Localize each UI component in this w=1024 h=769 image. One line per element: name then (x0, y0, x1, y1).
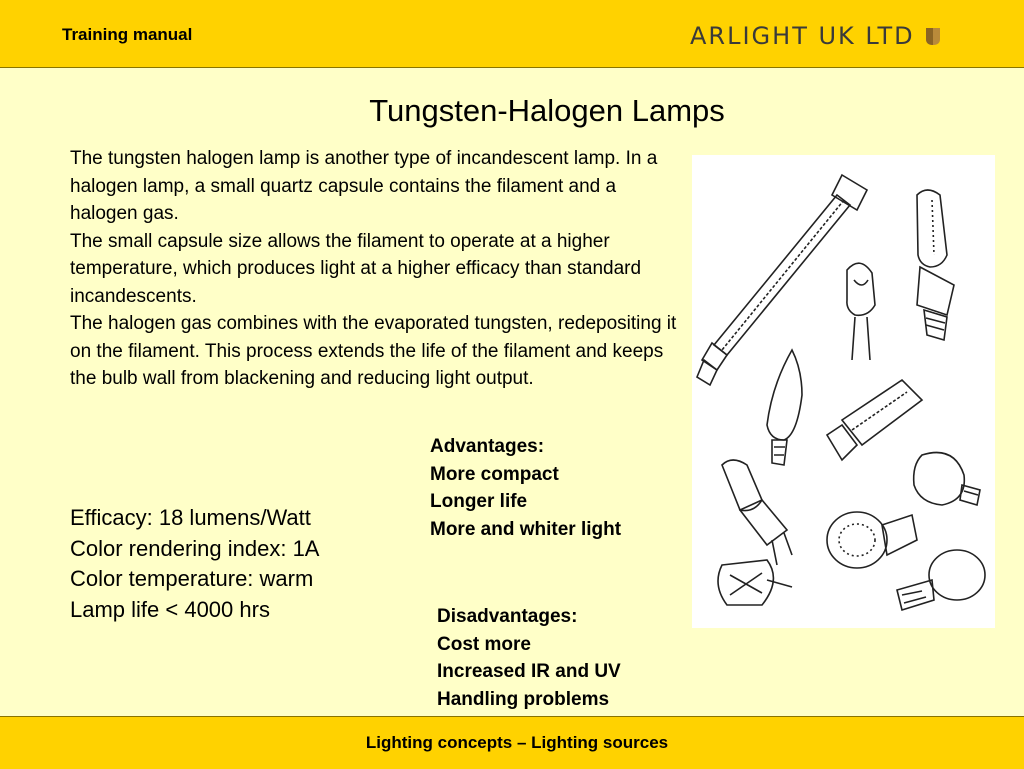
advantage-item: More and whiter light (430, 518, 622, 540)
footer-bar (0, 716, 1024, 769)
linear-lamp-icon (697, 175, 867, 385)
logo-mark-icon (923, 25, 943, 47)
header-bar (0, 0, 1024, 68)
disadvantage-item: Handling problems (437, 688, 610, 710)
footer-text: Lighting concepts – Lighting sources (365, 733, 669, 752)
advantages-list (430, 433, 621, 543)
disadvantage-item: Increased IR and UV (437, 661, 621, 682)
advantages-heading: Advantages: (430, 436, 545, 457)
advantage-item: Longer life (430, 491, 528, 512)
header-label: Training manual (62, 25, 193, 44)
halogen-lamps-illustration (692, 155, 995, 628)
reflector-lamp-icon (897, 550, 985, 610)
advantage-item: More compact (430, 463, 559, 485)
tubular-lamp-icon (827, 380, 922, 460)
reflector-lamp-icon (827, 512, 917, 568)
company-logo (690, 22, 943, 50)
spec-color-temperature: Color temperature: warm (70, 566, 314, 591)
candle-lamp-icon (767, 350, 802, 465)
disadvantages-heading: Disadvantages: (437, 606, 578, 627)
spec-lamp-life: Lamp life < 4000 hrs (70, 596, 270, 622)
bipin-capsule-icon (847, 263, 875, 360)
dichroic-reflector-icon (718, 560, 792, 605)
disadvantage-item: Cost more (437, 633, 531, 655)
capsule-lamp-icon (917, 190, 954, 340)
intro-text (70, 145, 680, 393)
spec-color-rendering: Color rendering index: 1A (70, 535, 320, 561)
lamp-specs (70, 503, 410, 625)
page-title: Tungsten-Halogen Lamps (369, 93, 725, 128)
intro-paragraph: The tungsten halogen lamp is another type of incandescent lamp. In a halogen lamp, a small quartz capsule contains the filament and a halogen gas. (70, 148, 658, 224)
disadvantages-list (437, 603, 621, 713)
intro-paragraph: The halogen gas combines with the evaporated tungsten, redepositing it on the filament. This process extends the life of the filament and keeps the bulb wall from blackening and reducing light output. (70, 313, 677, 389)
ellipsoid-lamp-icon (914, 453, 980, 506)
intro-paragraph: The small capsule size allows the filament to operate at a higher temperature, which produces light at a higher efficacy than standard incandescents. (70, 230, 642, 307)
two-pin-lamp-icon (722, 460, 792, 565)
logo-text: ARLIGHT UK LTD (690, 22, 915, 50)
spec-efficacy: Efficacy: 18 lumens/Watt (70, 505, 311, 530)
